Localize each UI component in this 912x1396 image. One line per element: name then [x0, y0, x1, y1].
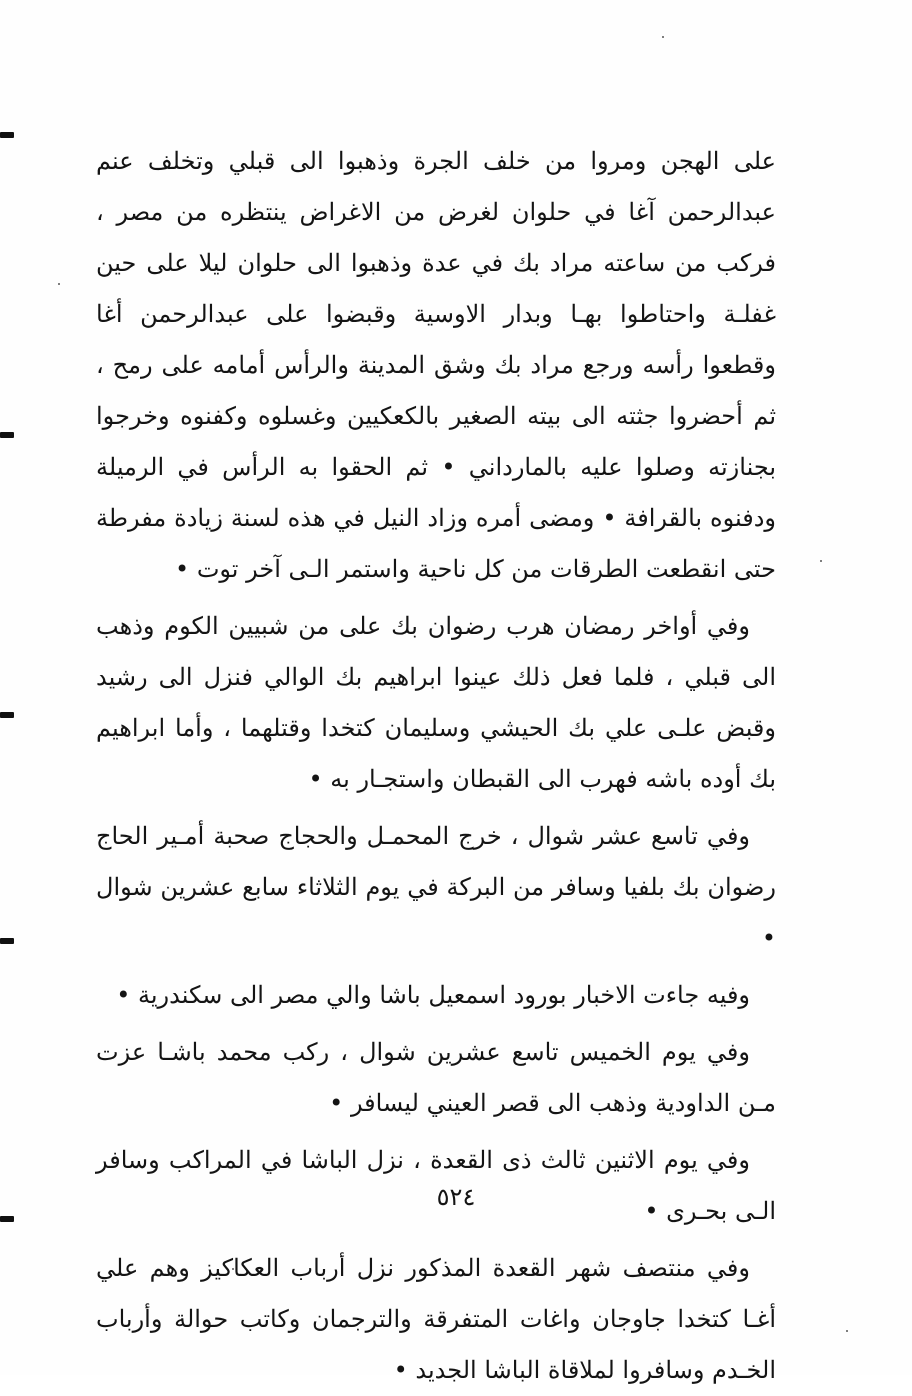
- page-number: ٥٢٤: [436, 1183, 476, 1211]
- binding-mark: [0, 938, 14, 944]
- paper-speck: [662, 36, 664, 38]
- paragraph: وفي تاسع عشر شوال ، خرج المحمـل والحجاج صحبة أمـير الحاج رضوان بك بلفيا وسافر من البركة في يوم الثلاثاء سابع عشرين شوال •: [96, 822, 776, 952]
- paragraph: وفيه جاءت الاخبار بورود اسمعيل باشا والي مصر الى سكندرية •: [116, 981, 750, 1009]
- paragraph: على الهجن ومروا من خلف الجرة وذهبوا الى قبلي وتخلف عنم عبدالرحمن آغا في حلوان لغرض من الاغراض ينتظره من مصر ، فركب من ساعته مراد بك في عدة وذهبوا الى حلوان ليلا على حين غفلـة واحتاطوا بهـا وبدار الاوسية وقبضوا على عبدالرحمن أغا وقطعوا رأسه ورجع مراد بك وشق المدينة والرأس أمامه على رمح ، ثم أحضروا جثته الى بيته الصغير بالكعكيين وغسلوه وكفنوه وخرجوا بجنازته وصلوا عليه بالمارداني • ثم الحقوا به الرأس في الرميلة ودفنوه بالقرافة • ومضى أمره وزاد النيل في هذه لسنة زيادة مفرطة حتى انقطعت الطرقات من كل ناحية واستمر الـى آخر توت •: [96, 147, 776, 583]
- paper-speck: [58, 283, 60, 285]
- paragraph: وفي منتصف شهر القعدة المذكور نزل أرباب العكاكيز وهم علي أغـا كتخدا جاوجان واغات المتفرقة والترجمان وكاتب حوالة وأرباب الخـدم وسافروا لملاقاة الباشا الجديد •: [96, 1254, 776, 1384]
- paragraph: وفي يوم الاثنين ثالث ذى القعدة ، نزل الباشا في المراكب وسافر الـى بحـرى •: [96, 1146, 776, 1225]
- paper-speck: [820, 560, 822, 562]
- binding-mark: [0, 432, 14, 438]
- binding-mark: [0, 132, 14, 138]
- paper-speck: [846, 1330, 848, 1332]
- paragraph: وفي يوم الخميس تاسع عشرين شوال ، ركب محمد باشـا عزت مـن الداودية وذهب الى قصر العيني ليسافر •: [96, 1038, 776, 1117]
- binding-mark: [0, 712, 14, 718]
- binding-mark: [0, 1216, 14, 1222]
- paragraph: وفي أواخر رمضان هرب رضوان بك على من شبيين الكوم وذهب الى قبلي ، فلما فعل ذلك عينوا ابراهيم بك الوالي فنزل الى رشيد وقبض علـى علي بك الحيشي وسليمان كتخدا وقتلهما ، وأما ابراهيم بك أوده باشه فهرب الى القبطان واستجـار به •: [96, 612, 776, 793]
